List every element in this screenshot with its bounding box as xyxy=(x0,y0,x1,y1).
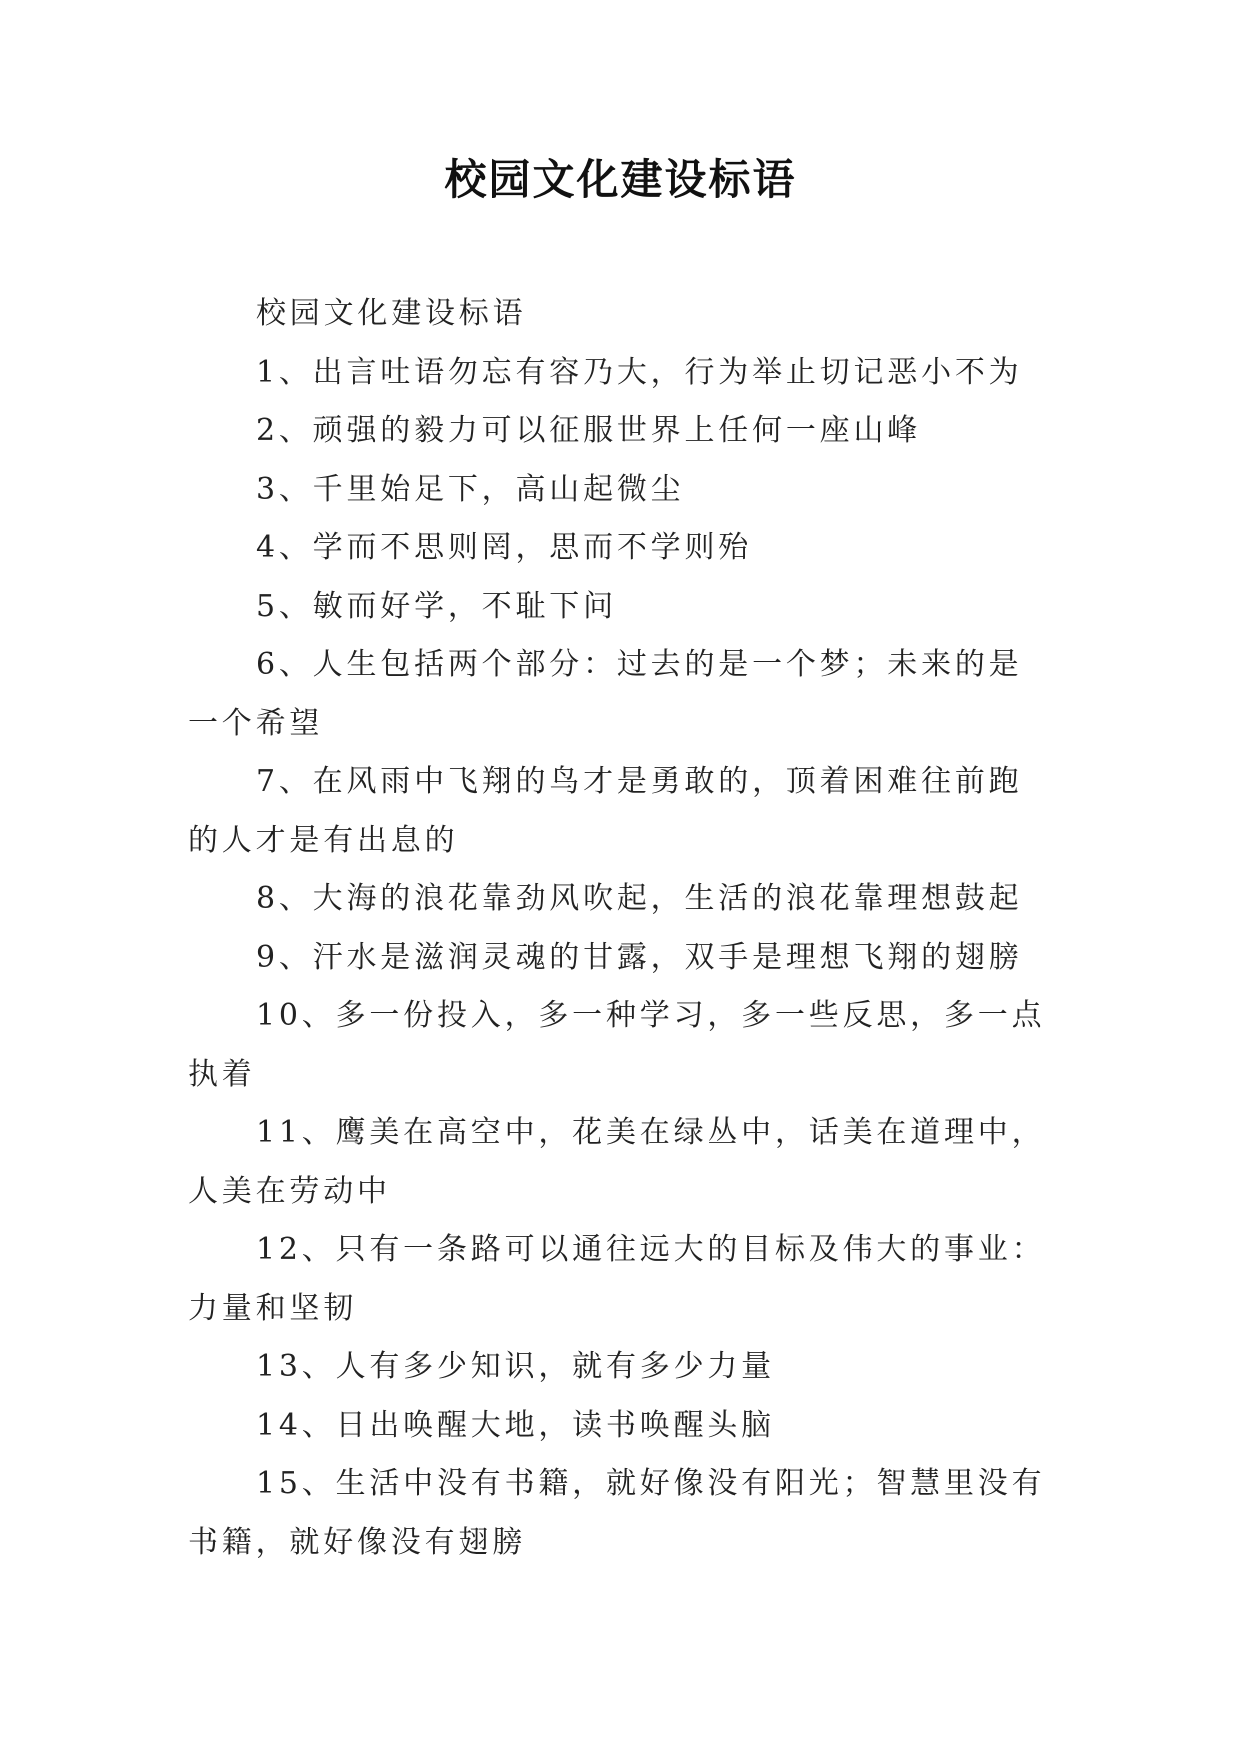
slogan-item: 8、大海的浪花靠劲风吹起，生活的浪花靠理想鼓起 xyxy=(256,881,1023,916)
slogan-item: 15、生活中没有书籍，就好像没有阳光；智慧里没有书籍，就好像没有翅膀 xyxy=(188,1466,1046,1560)
slogan-item: 6、人生包括两个部分：过去的是一个梦；未来的是一个希望 xyxy=(188,647,1023,741)
slogan-item: 9、汗水是滋润灵魂的甘露，双手是理想飞翔的翅膀 xyxy=(256,939,1023,975)
slogan-item: 10、多一份投入，多一种学习，多一些反思，多一点执着 xyxy=(188,998,1046,1092)
slogan-item: 11、鹰美在高空中，花美在绿丛中，话美在道理中，人美在劳动中 xyxy=(188,1115,1046,1209)
subtitle-paragraph: 校园文化建设标语 xyxy=(256,296,527,331)
slogan-item: 13、人有多少知识，就有多少力量 xyxy=(256,1349,775,1384)
document-title: 校园文化建设标语 xyxy=(444,155,797,204)
slogan-item: 3、千里始足下，高山起微尘 xyxy=(256,471,685,507)
slogan-item: 1、出言吐语勿忘有容乃大，行为举止切记恶小不为 xyxy=(256,354,1023,390)
slogan-item: 5、敏而好学，不耻下问 xyxy=(256,588,617,624)
slogan-item: 14、日出唤醒大地，读书唤醒头脑 xyxy=(256,1407,775,1443)
slogan-item: 12、只有一条路可以通往远大的目标及伟大的事业：力量和坚韧 xyxy=(188,1232,1046,1326)
slogan-item: 2、顽强的毅力可以征服世界上任何一座山峰 xyxy=(256,413,922,448)
slogan-item: 7、在风雨中飞翔的鸟才是勇敢的，顶着困难往前跑的人才是有出息的 xyxy=(188,764,1023,858)
document-body xyxy=(188,285,1054,1572)
slogan-item: 4、学而不思则罔，思而不学则殆 xyxy=(256,530,753,565)
